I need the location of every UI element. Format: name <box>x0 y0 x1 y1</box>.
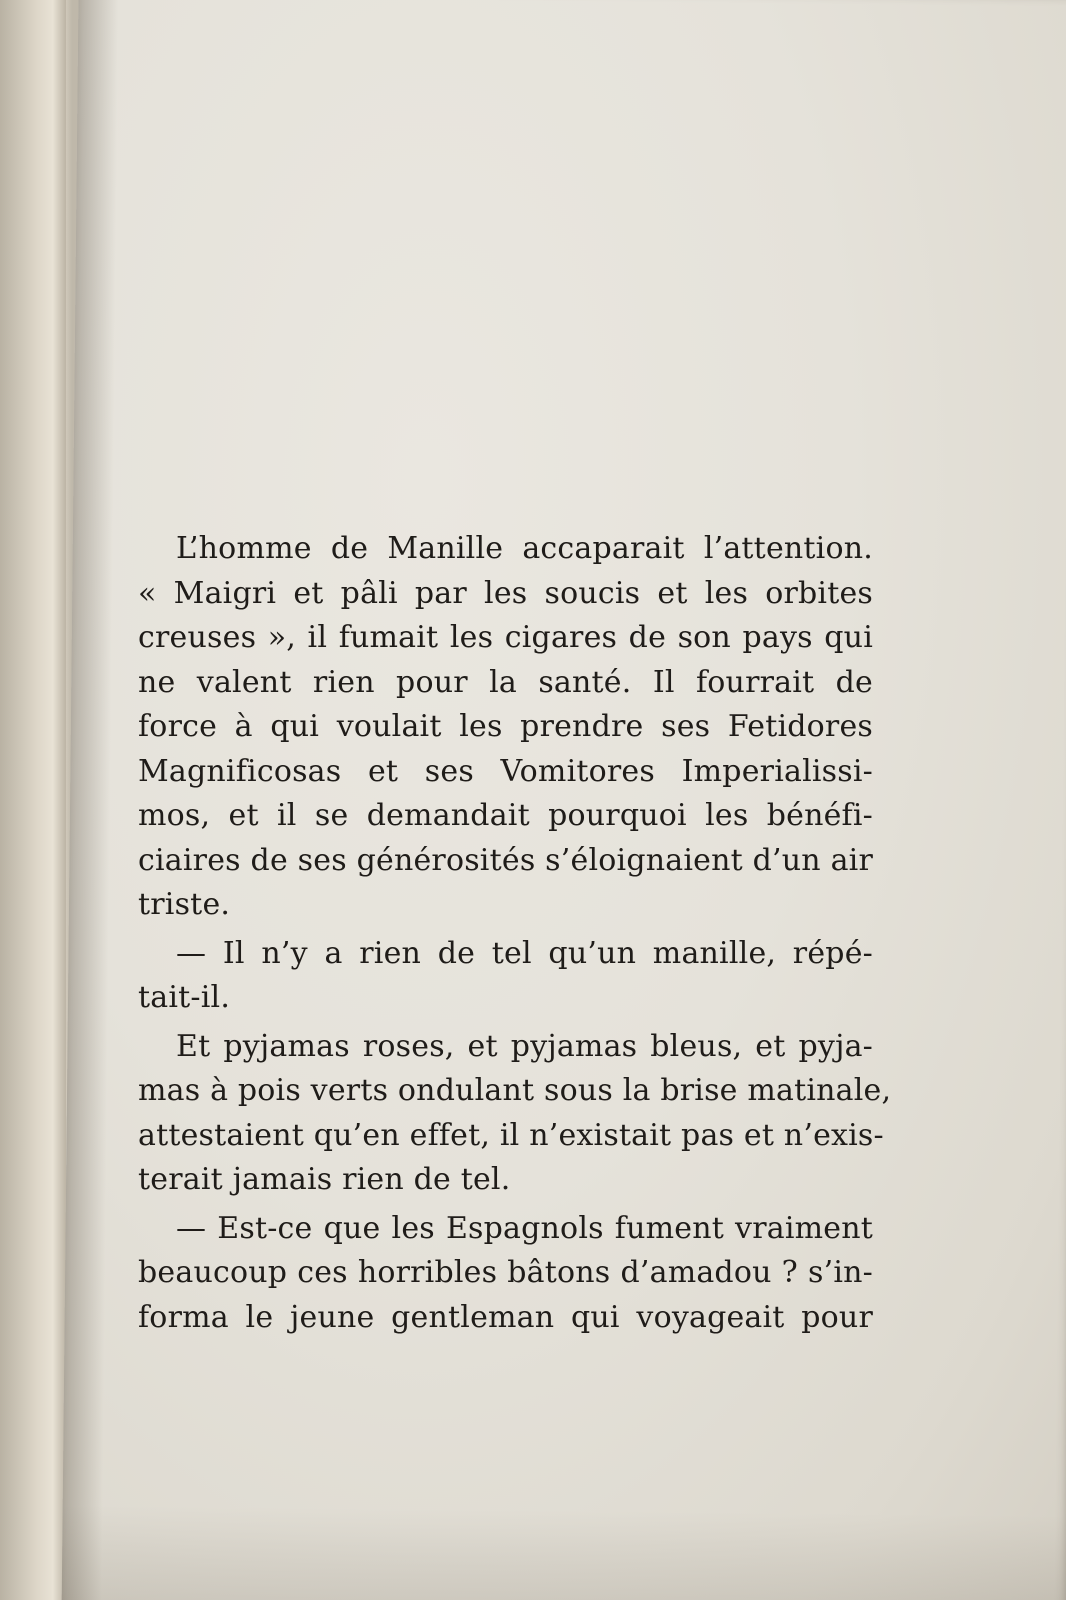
text-line: Et pyjamas roses, et pyjamas bleus, et pyja- <box>176 1028 873 1064</box>
text-line: attestaient qu’en effet, il n’existait pas et n’exis- <box>138 1117 884 1153</box>
text-line: ne valent rien pour la santé. Il fourrait de <box>138 664 873 700</box>
paragraph-4 <box>138 1207 873 1341</box>
text-line: ciaires de ses générosités s’éloignaient d’un air <box>138 842 873 878</box>
text-line: mos, et il se demandait pourquoi les bénéfi- <box>138 798 873 833</box>
text-line: Magnificosas et ses Vomitores Imperialissi- <box>138 753 873 789</box>
paragraph-2 <box>138 932 873 1021</box>
text-line: — Est-ce que les Espagnols fument vraiment <box>176 1210 873 1246</box>
text-line: force à qui voulait les prendre ses Fetidores <box>138 709 873 744</box>
text-line: beaucoup ces horribles bâtons d’amadou ? s’in- <box>138 1255 873 1290</box>
text-line: creuses », il fumait les cigares de son pays qui <box>138 620 873 655</box>
paragraph-3 <box>138 1025 892 1203</box>
text-line: « Maigri et pâli par les soucis et les orbites <box>138 575 873 611</box>
paragraph-1 <box>138 527 873 928</box>
text-line: terait jamais rien de tel. <box>138 1162 511 1197</box>
page-text <box>138 527 892 1340</box>
page-bottom-shadow <box>61 1505 1066 1600</box>
text-line: forma le jeune gentleman qui voyageait pour <box>138 1299 873 1335</box>
text-line: triste. <box>138 887 231 922</box>
gutter-shadow <box>61 0 118 1600</box>
text-line: — Il n’y a rien de tel qu’un manille, répé- <box>176 935 873 971</box>
previous-page-edge <box>0 0 66 1600</box>
text-line: mas à pois verts ondulant sous la brise matinale, <box>138 1073 892 1108</box>
text-line: tait-il. <box>138 980 231 1015</box>
text-line: L’homme de Manille accaparait l’attention. <box>176 531 873 566</box>
